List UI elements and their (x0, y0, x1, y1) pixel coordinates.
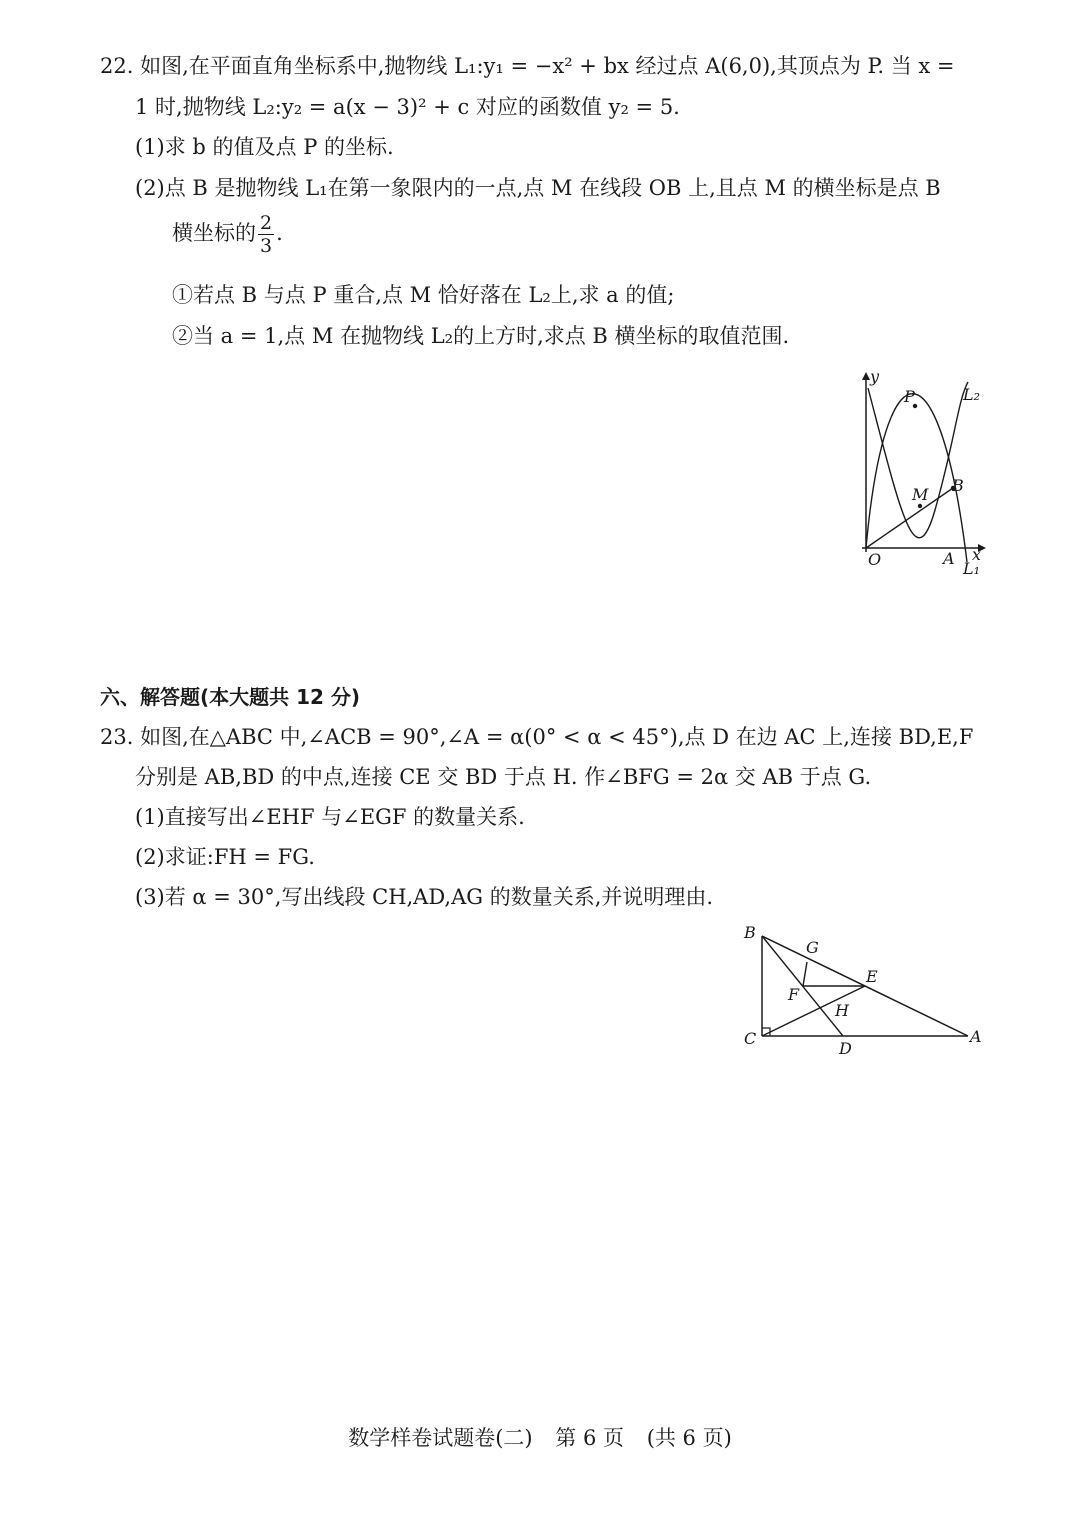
label-O: O (868, 550, 882, 569)
label-E: E (866, 967, 878, 986)
point-M (918, 504, 922, 508)
segment-CE (762, 986, 865, 1036)
label-M: M (912, 485, 929, 504)
q23-line2: 分别是 AB,BD 的中点,连接 CE 交 BD 于点 H. 作∠BFG = 2α 交 AB 于点 G. (135, 765, 872, 789)
label-B: B (744, 923, 756, 942)
parabola-L2 (868, 382, 968, 538)
q22-part1: (1)求 b 的值及点 P 的坐标. (135, 135, 394, 159)
section6-title: 六、解答题(本大题共 12 分) (100, 685, 361, 709)
label-L1: L₁ (963, 559, 981, 578)
label-A: A (943, 549, 955, 568)
q23-part3: (3)若 α = 30°,写出线段 CH,AD,AG 的数量关系,并说明理由. (135, 885, 714, 909)
page-footer (0, 1422, 1080, 1452)
footer-page: 第 6 页 (555, 1426, 624, 1450)
q23-part1: (1)直接写出∠EHF 与∠EGF 的数量关系. (135, 805, 525, 829)
label-x: x (972, 545, 982, 564)
q23-part2: (2)求证:FH = FG. (135, 845, 315, 869)
fraction-period: . (276, 221, 283, 245)
q22-sub1: ①若点 B 与点 P 重合,点 M 恰好落在 L₂上,求 a 的值; (172, 283, 675, 307)
label-A: A (970, 1027, 982, 1046)
label-F: F (788, 985, 800, 1004)
label-L2: L₂ (963, 385, 981, 404)
label-D: D (839, 1039, 852, 1058)
q23-line1: 23. 如图,在△ABC 中,∠ACB = 90°,∠A = α(0° < α < 45°),点 D 在边 AC 上,连接 BD,E,F (100, 725, 974, 749)
footer-title: 数学样卷试题卷(二) (348, 1426, 533, 1450)
fraction-numerator: 2 (260, 212, 273, 234)
q23-figure (740, 920, 990, 1065)
label-B: B (952, 476, 964, 495)
label-y: y (870, 367, 880, 386)
label-P: P (904, 387, 915, 406)
q22-figure (840, 360, 1000, 585)
q22-part2-cont-text: 横坐标的 (172, 221, 256, 245)
label-H: H (835, 1001, 849, 1020)
label-C: C (744, 1029, 757, 1048)
fraction-denominator: 3 (260, 235, 273, 257)
footer-total: (共 6 页) (646, 1426, 732, 1450)
q22-line1: 22. 如图,在平面直角坐标系中,抛物线 L₁:y₁ = −x² + bx 经过点 A(6,0),其顶点为 P. 当 x = (100, 54, 955, 78)
q22-part2: (2)点 B 是抛物线 L₁在第一象限内的一点,点 M 在线段 OB 上,且点 M 的横坐标是点 B (135, 176, 941, 200)
label-G: G (806, 938, 819, 957)
q22-sub2: ②当 a = 1,点 M 在抛物线 L₂的上方时,求点 B 横坐标的取值范围. (172, 324, 790, 348)
segment-FG (803, 962, 807, 986)
segment-OB (866, 488, 953, 548)
q22-part2-cont (172, 212, 283, 257)
q22-line2: 1 时,抛物线 L₂:y₂ = a(x − 3)² + c 对应的函数值 y₂ = 5. (135, 95, 680, 119)
fraction-two-thirds (258, 212, 274, 257)
y-axis-arrow (862, 372, 870, 380)
